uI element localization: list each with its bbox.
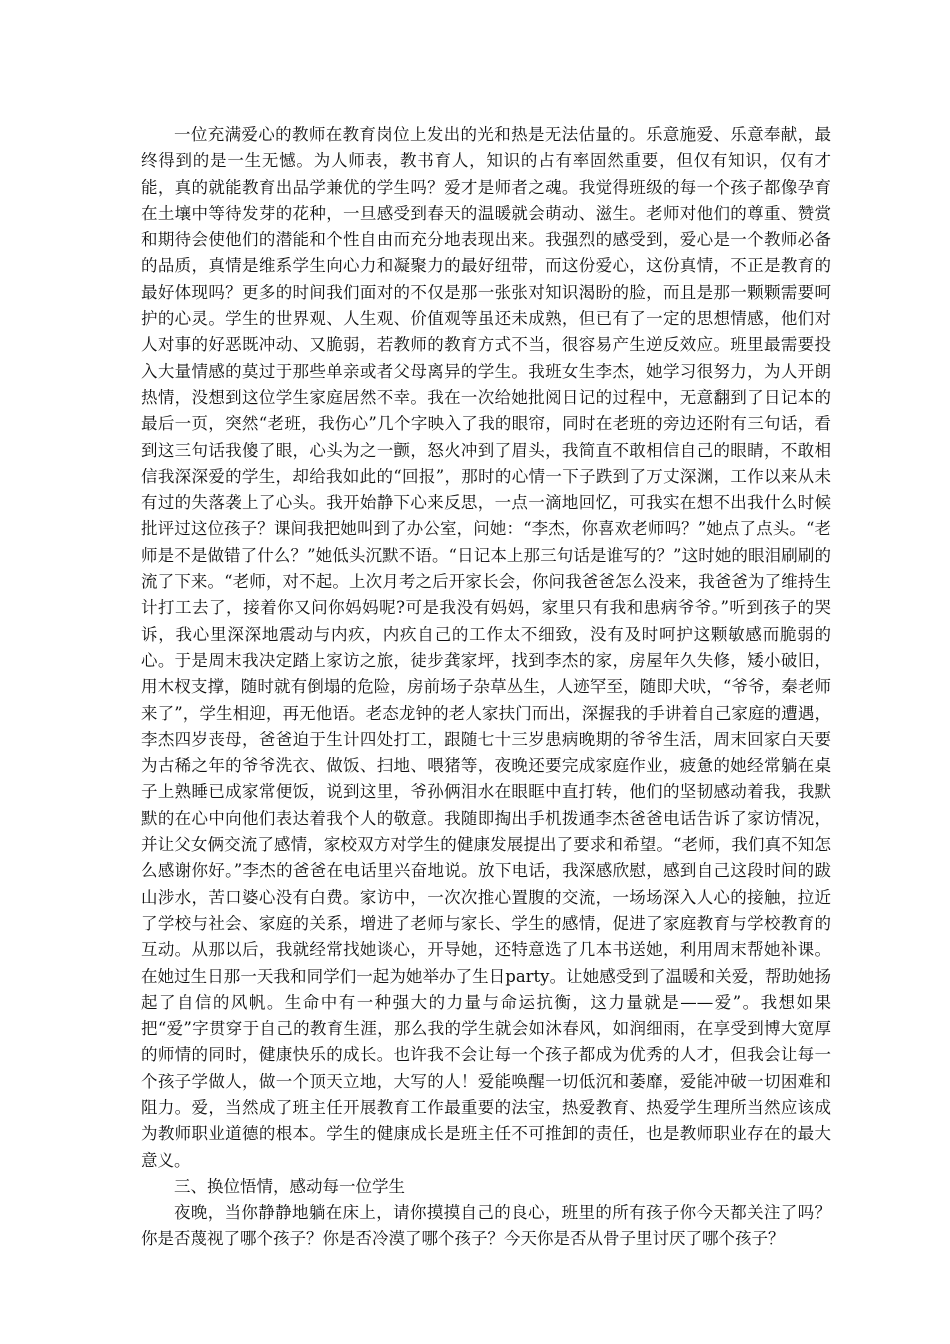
document-body	[141, 122, 831, 1253]
body-paragraph: 夜晚，当你静静地躺在床上，请你摸摸自己的良心，班里的所有孩子你今天都关注了吗？你是否蔑视了哪个孩子？你是否冷漠了哪个孩子？今天你是否从骨子里讨厌了哪个孩子？	[141, 1203, 831, 1249]
body-paragraph: 一位充满爱心的教师在教育岗位上发出的光和热是无法估量的。乐意施爱、乐意奉献，最终得到的是一生无憾。为人师表，教书育人，知识的占有率固然重要，但仅有知识，仅有才能，真的就能教育出品学兼优的学生吗？爱才是师者之魂。我觉得班级的每一个孩子都像孕育在土壤中等待发芽的花种，一旦感受到春天的温暖就会萌动、滋生。老师对他们的尊重、赞赏和期待会使他们的潜能和个性自由而充分地表现出来。我强烈的感受到，爱心是一个教师必备的品质，真情是维系学生向心力和凝聚力的最好纽带，而这份爱心，这份真情，不正是教育的最好体现吗？更多的时间我们面对的不仅是那一张张对知识渴盼的脸，而且是那一颗颗需要呵护的心灵。学生的世界观、人生观、价值观等虽还未成熟，但已有了一定的思想情感，他们对人对事的好恶既冲动、又脆弱，若教师的教育方式不当，很容易产生逆反效应。班里最需要投入大量情感的莫过于那些单亲或者父母离异的学生。我班女生李杰，她学习很努力，为人开朗热情，没想到这位学生家庭居然不幸。我在一次给她批阅日记的过程中，无意翻到了日记本的最后一页，突然“老班，我伤心”几个字映入了我的眼帘，同时在老班的旁边还附有三句话，看到这三句话我傻了眼，心头为之一颤，怒火冲到了眉头，我简直不敢相信自己的眼睛，不敢相信我深深爱的学生，却给我如此的“回报”，那时的心情一下子跌到了万丈深渊，工作以来从未有过的失落袭上了心头。我开始静下心来反思，一点一滴地回忆，可我实在想不出我什么时候批评过这位孩子？课间我把她叫到了办公室，问她：“李杰，你喜欢老师吗？”她点了点头。“老师是不是做错了什么？”她低头沉默不语。“日记本上那三句话是谁写的？”这时她的眼泪刷刷的流了下来。“老师，对不起。上次月考之后开家长会，你问我爸爸怎么没来，我爸爸为了维持生计打工去了，接着你又问你妈妈呢?可是我没有妈妈，家里只有我和患病爷爷。”听到孩子的哭诉，我心里深深地震动与内疚，内疚自己的工作太不细致，没有及时呵护这颗敏感而脆弱的心。于是周末我决定踏上家访之旅，徒步龚家坪，找到李杰的家，房屋年久失修，矮小破旧，用木杈支撑，随时就有倒塌的危险，房前场子杂草丛生，人迹罕至，随即犬吠，“爷爷，秦老师来了”，学生相迎，再无他语。老态龙钟的老人家扶门而出，深握我的手讲着自己家庭的遭遇，李杰四岁丧母，爸爸迫于生计四处打工，跟随七十三岁患病晚期的爷爷生活，周末回家白天要为古稀之年的爷爷洗衣、做饭、扫地、喂猪等，夜晚还要完成家庭作业，疲惫的她经常躺在桌子上熟睡已成家常便饭，说到这里，爷孙俩泪水在眼眶中直打转，他们的坚韧感动着我，我默默的在心中向他们表达着我个人的敬意。我随即掏出手机拨通李杰爸爸电话告诉了家访情况，并让父女俩交流了感情，家校双方对学生的健康发展提出了要求和希望。“老师，我们真不知怎么感谢你好。”李杰的爸爸在电话里兴奋地说。放下电话，我深感欣慰，感到自己这段时间的跋山涉水，苦口婆心没有白费。家访中，一次次推心置腹的交流，一场场深入人心的接触，拉近了学校与社会、家庭的关系，增进了老师与家长、学生的感情，促进了家庭教育与学校教育的互动。从那以后，我就经常找她谈心，开导她，还特意选了几本书送她，利用周末帮她补课。在她过生日那一天我和同学们一起为她举办了生日party。让她感受到了温暖和关爱，帮助她扬起了自信的风帆。生命中有一种强大的力量与命运抗衡，这力量就是——爱”。我想如果把“爱”字贯穿于自己的教育生涯，那么我的学生就会如沐春风，如润细雨，在享受到博大宽厚的师情的同时，健康快乐的成长。也许我不会让每一个孩子都成为优秀的人才，但我会让每一个孩子学做人，做一个顶天立地，大写的人！爱能唤醒一切低沉和萎靡，爱能冲破一切困难和阻力。爱，当然成了班主任开展教育工作最重要的法宝，热爱教育、热爱学生理所当然应该成为教师职业道德的根本。学生的健康成长是班主任不可推卸的责任，也是教师职业存在的最大意义。	[141, 125, 831, 1170]
section-heading: 三、换位悟情，感动每一位学生	[174, 1176, 405, 1196]
